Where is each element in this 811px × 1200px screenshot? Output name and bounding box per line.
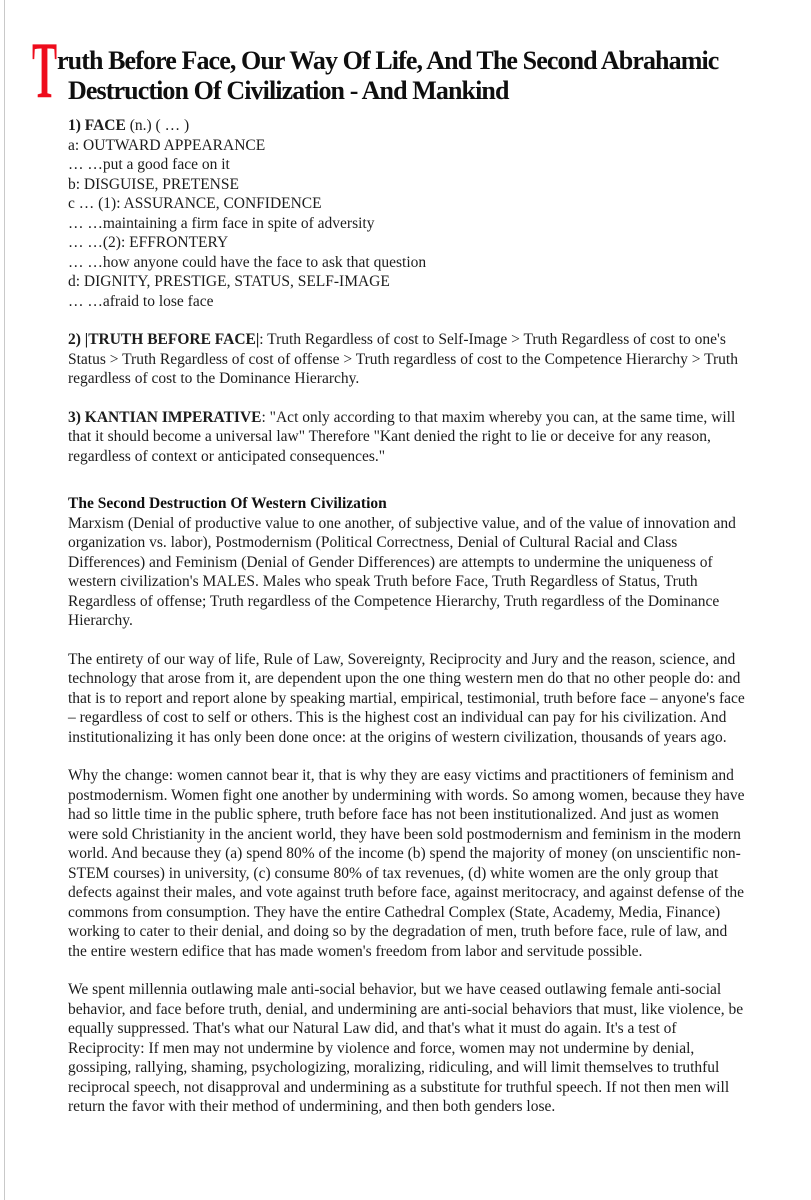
article-title-line-1: ruth Before Face, Our Way Of Life, And The Second Abrahamic (57, 46, 719, 75)
article-title-line-2: Destruction Of Civilization - And Mankind (68, 76, 509, 105)
page-left-border (4, 0, 5, 1200)
section-heading: The Second Destruction Of Western Civilization (68, 495, 387, 512)
paragraph-truth-before-face: 2) |TRUTH BEFORE FACE|: Truth Regardless of cost to Self-Image > Truth Regardless of cost to one's Status > Truth Regardless of cost of offense > Truth regardless of cost to the Competence Hierarchy > Truth regardless of cost to the Dominance Hierarchy. (68, 331, 738, 387)
definition-line: a: OUTWARD APPEARANCE (68, 136, 266, 154)
definition-block (68, 116, 748, 311)
definition-line: … …afraid to lose face (68, 292, 214, 310)
paragraph-marxism-postmodernism-feminism: Marxism (Denial of productive value to one another, of subjective value, and of the value of innovation and organization vs. labor), Postmodernism (Political Correctness, Denial of Cultural Racial and Class Differences) and Feminism (Denial of Gender Differences) are attempts to undermine the uniqueness of western civilization's MALES. Males who speak Truth before Face, Truth Regardless of Status, Truth Regardless of offense; Truth regardless of the Competence Hierarchy, Truth regardless of the Dominance Hierarchy. (68, 514, 736, 629)
paragraph-we-spent-millennia: We spent millennia outlawing male anti-social behavior, but we have ceased outlawing female anti-social behavior, and face before truth, denial, and undermining are anti-social behaviors that must, like violence, be equally suppressed. That's what our Natural Law did, and that's what it must do again. It's a test of Reciprocity: If men may not undermine by violence and force, women may not undermine by denial, gossiping, rallying, shaming, psychologizing, moralizing, ridiculing, and will limit themselves to truthful reciprocal speech, not disapproval and undermining as a substitute for truthful speech. If not then men will return the favor with their method of undermining, and then both genders lose. (68, 981, 744, 1115)
definition-line: … …put a good face on it (68, 156, 230, 173)
definition-line: c … (1): ASSURANCE, CONFIDENCE (68, 195, 322, 212)
definition-line: … …(2): EFFRONTERY (68, 234, 229, 251)
definition-line: b: DISGUISE, PRETENSE (68, 175, 239, 193)
article-title (32, 27, 748, 115)
definition-line: 1) FACE (n.) ( … ) (68, 117, 190, 134)
paragraph-entirety-of-way-of-life: The entirety of our way of life, Rule of Law, Sovereignty, Reciprocity and Jury and the reason, science, and technology that arose from it, are dependent upon the one thing western men do that no other people do: and that is to report and report alone by speaking martial, empirical, testimonial, truth before face – anyone's face – regardless of cost to self or others. This is the highest cost an individual can pay for his civilization. And institutionalizing it has only been done once: at the origins of western civilization, thousands of years ago. (68, 650, 745, 746)
definition-line: … …how anyone could have the face to ask that question (68, 253, 427, 271)
paragraph-why-the-change: Why the change: women cannot bear it, that is why they are easy victims and practitioners of feminism and postmodernism. Women fight one another by undermining with words. So among women, because they have had so little time in the public sphere, truth before face has not been institutionalized. And just as women were sold Christianity in the ancient world, they have been sold postmodernism and feminism in the modern world. And because they (a) spend 80% of the income (b) spend the majority of money (on unscientific non-STEM courses) in university, (c) consume 80% of tax revenues, (d) white women are the only group that defects against their males, and vote against truth before face, against meritocracy, and against defense of the commons from consumption. They have the entire Cathedral Complex (State, Academy, Media, Finance) working to cater to their denial, and doing so by the degradation of men, truth before face, rule of law, and the entire western edifice that has made women's freedom from labor and servitude possible. (68, 767, 745, 960)
definition-line: d: DIGNITY, PRESTIGE, STATUS, SELF-IMAGE (68, 273, 390, 290)
drop-cap-letter: T (32, 27, 58, 115)
definition-line: … …maintaining a firm face in spite of adversity (68, 214, 375, 232)
paragraph-kantian-imperative: 3) KANTIAN IMPERATIVE: "Act only according to that maxim whereby you can, at the same time, will that it should become a universal law" Therefore "Kant denied the right to lie or deceive for any reason, regardless of context or anticipated consequences." (68, 408, 736, 465)
